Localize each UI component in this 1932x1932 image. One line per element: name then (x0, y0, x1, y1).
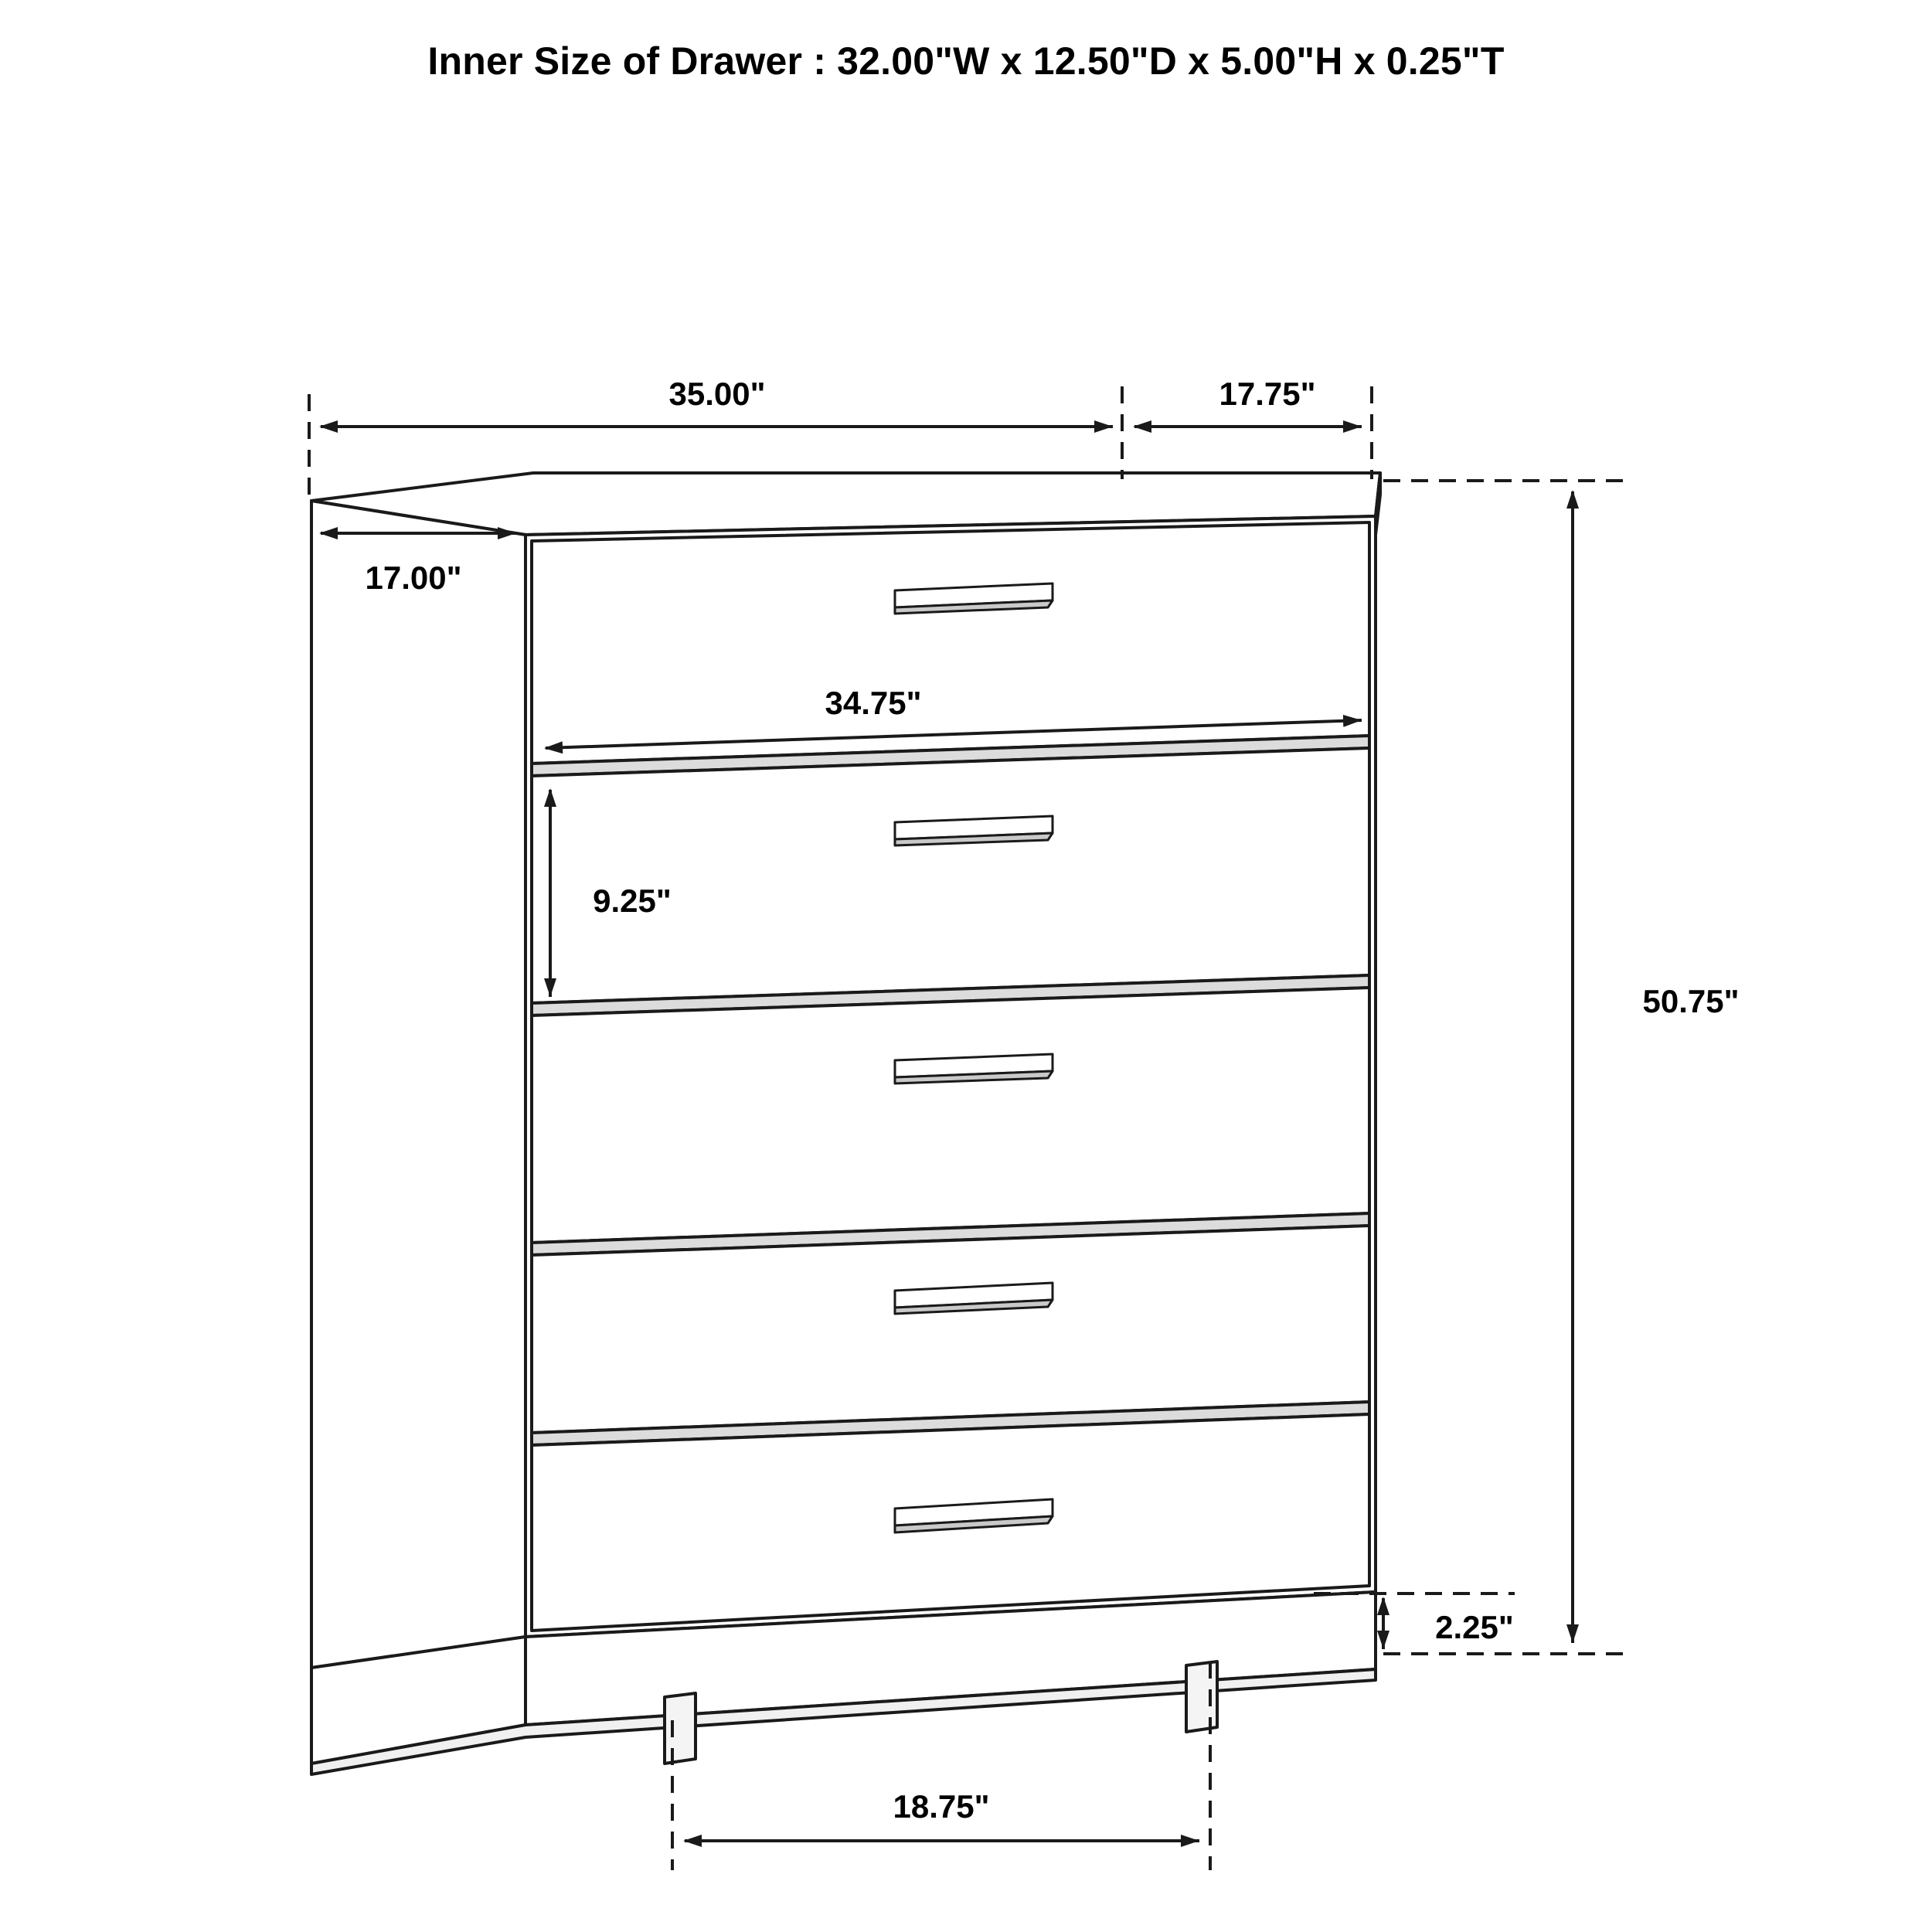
dimension-overall-height (1383, 481, 1631, 1654)
drawer-front-3 (532, 988, 1369, 1243)
dim-label-top-width: 35.00" (668, 376, 766, 412)
dim-label-overall-height: 50.75" (1642, 983, 1740, 1019)
chest-left-side-panel (311, 501, 526, 1668)
dim-label-foot-span: 18.75" (893, 1788, 990, 1825)
drawer-front-4 (532, 1226, 1369, 1433)
dim-label-top-overhang: 17.75" (1219, 376, 1316, 412)
page-title: Inner Size of Drawer : 32.00"W x 12.50"D x 5.00"H x 0.25"T (427, 39, 1505, 83)
drawer-front-2 (532, 748, 1369, 1003)
dim-label-drawer-width: 34.75" (825, 685, 922, 721)
drawer-front-1 (532, 522, 1369, 764)
chest-body (311, 473, 1380, 1774)
foot-left (665, 1693, 696, 1764)
dim-label-foot-height: 2.25" (1435, 1609, 1514, 1645)
dim-label-side-depth: 17.00" (365, 560, 462, 596)
dim-label-drawer-height: 9.25" (593, 883, 672, 919)
foot-right (1186, 1662, 1217, 1732)
